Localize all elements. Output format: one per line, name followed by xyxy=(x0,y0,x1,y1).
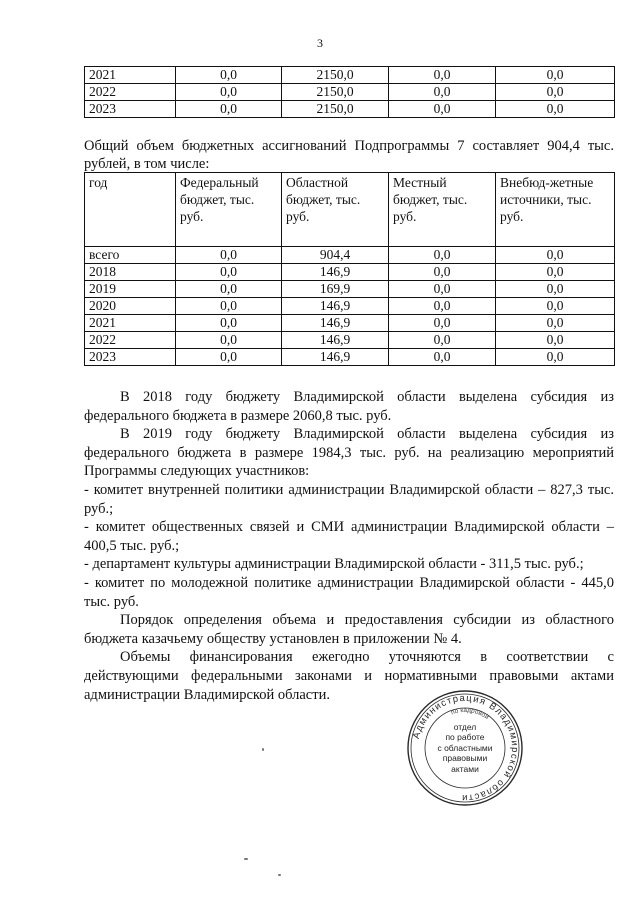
regional-cell: 146,9 xyxy=(282,332,389,349)
budget-summary-text: Общий объем бюджетных ассигнований Подпрограммы 7 составляет 904,4 тыс. рублей, в том числе: xyxy=(84,138,614,172)
regional-cell: 2150,0 xyxy=(282,84,389,101)
offbudget-cell: 0,0 xyxy=(496,101,615,118)
stamp-ring-text: Администрация Владимирской области xyxy=(410,692,521,804)
offbudget-cell: 0,0 xyxy=(496,332,615,349)
list-item: - комитет общественных связей и СМИ администрации Владимирской области – 400,5 тыс. руб.; xyxy=(84,519,614,554)
offbudget-cell: 0,0 xyxy=(496,281,615,298)
offbudget-cell: 0,0 xyxy=(496,264,615,281)
paragraph-subsidy-procedure: Порядок определения объема и предоставления субсидии из областного бюджета казачьему обществу установлен в приложении № 4. xyxy=(84,612,614,647)
local-cell: 0,0 xyxy=(389,264,496,281)
offbudget-cell: 0,0 xyxy=(496,349,615,366)
stamp-line: отдел xyxy=(453,721,477,732)
year-cell: 2022 xyxy=(85,84,176,101)
federal-cell: 0,0 xyxy=(176,332,282,349)
federal-cell: 0,0 xyxy=(176,67,282,84)
scan-speck xyxy=(278,874,281,876)
table-row xyxy=(85,281,615,298)
scan-speck xyxy=(262,748,264,751)
federal-cell: 0,0 xyxy=(176,315,282,332)
scan-speck xyxy=(244,858,248,860)
offbudget-cell: 0,0 xyxy=(496,84,615,101)
header-regional: Областной бюджет, тыс. руб. xyxy=(282,173,389,247)
year-cell: 2021 xyxy=(85,315,176,332)
local-cell: 0,0 xyxy=(389,281,496,298)
stamp-line: с областными xyxy=(437,742,493,753)
offbudget-cell: 0,0 xyxy=(496,67,615,84)
regional-cell: 169,9 xyxy=(282,281,389,298)
table-row xyxy=(85,315,615,332)
list-item: - комитет по молодежной политике администрации Владимирской области - 445,0 тыс. руб. xyxy=(84,574,614,610)
table-row xyxy=(85,332,615,349)
official-stamp xyxy=(405,688,525,808)
local-cell: 0,0 xyxy=(389,101,496,118)
year-cell: 2018 xyxy=(85,264,176,281)
local-cell: 0,0 xyxy=(389,349,496,366)
federal-cell: 0,0 xyxy=(176,264,282,281)
federal-cell: 0,0 xyxy=(176,349,282,366)
table-row xyxy=(85,101,615,118)
year-cell: 2023 xyxy=(85,101,176,118)
table-row xyxy=(85,264,615,281)
regional-cell: 146,9 xyxy=(282,315,389,332)
federal-cell: 0,0 xyxy=(176,281,282,298)
table-header-row xyxy=(85,173,615,247)
header-offbudget: Внебюд-жетные источники, тыс. руб. xyxy=(496,173,615,247)
page-number: 3 xyxy=(317,36,323,50)
funding-table-continued xyxy=(84,66,615,118)
regional-cell: 2150,0 xyxy=(282,101,389,118)
federal-cell: 0,0 xyxy=(176,84,282,101)
local-cell: 0,0 xyxy=(389,298,496,315)
body-text xyxy=(84,388,614,704)
regional-cell: 146,9 xyxy=(282,298,389,315)
stamp-line: правовыми xyxy=(442,753,488,764)
year-cell: 2022 xyxy=(85,332,176,349)
local-cell: 0,0 xyxy=(389,247,496,264)
table-row xyxy=(85,84,615,101)
offbudget-cell: 0,0 xyxy=(496,247,615,264)
table-row xyxy=(85,349,615,366)
paragraph-subsidy-2019: В 2019 году бюджету Владимирской области выделена субсидия из федерального бюджета в размере 1984,3 тыс. руб. на реализацию мероприятий Программы следующих участников: xyxy=(84,426,614,480)
stamp-line: актами xyxy=(451,763,479,774)
offbudget-cell: 0,0 xyxy=(496,298,615,315)
local-cell: 0,0 xyxy=(389,67,496,84)
year-cell: всего xyxy=(85,247,176,264)
header-local: Местный бюджет, тыс. руб. xyxy=(389,173,496,247)
offbudget-cell: 0,0 xyxy=(496,315,615,332)
table-row xyxy=(85,67,615,84)
local-cell: 0,0 xyxy=(389,332,496,349)
list-item: - комитет внутренней политики администрации Владимирской области – 827,3 тыс. руб.; xyxy=(84,481,614,517)
paragraph-funding-volumes: Объемы финансирования ежегодно уточняются в соответствии с действующими федеральными законами и нормативными правовыми актами администрации Владимирской области. xyxy=(84,649,614,703)
table-row xyxy=(85,298,615,315)
federal-cell: 0,0 xyxy=(176,298,282,315)
stamp-center-text xyxy=(405,688,525,808)
stamp-inner-top-text: по кадровой xyxy=(450,706,490,722)
stamp-line: по работе xyxy=(445,732,485,743)
table-row xyxy=(85,247,615,264)
year-cell: 2020 xyxy=(85,298,176,315)
year-cell: 2019 xyxy=(85,281,176,298)
list-item: - департамент культуры администрации Владимирской области - 311,5 тыс. руб.; xyxy=(84,556,584,573)
regional-cell: 904,4 xyxy=(282,247,389,264)
regional-cell: 2150,0 xyxy=(282,67,389,84)
year-cell: 2023 xyxy=(85,349,176,366)
federal-cell: 0,0 xyxy=(176,247,282,264)
local-cell: 0,0 xyxy=(389,84,496,101)
header-year: год xyxy=(85,173,176,247)
year-cell: 2021 xyxy=(85,67,176,84)
subprogram-7-funding-table xyxy=(84,172,615,366)
regional-cell: 146,9 xyxy=(282,264,389,281)
federal-cell: 0,0 xyxy=(176,101,282,118)
header-federal: Федеральный бюджет, тыс. руб. xyxy=(176,173,282,247)
paragraph-subsidy-2018: В 2018 году бюджету Владимирской области выделена субсидия из федерального бюджета в размере 2060,8 тыс. руб. xyxy=(84,389,614,424)
regional-cell: 146,9 xyxy=(282,349,389,366)
local-cell: 0,0 xyxy=(389,315,496,332)
